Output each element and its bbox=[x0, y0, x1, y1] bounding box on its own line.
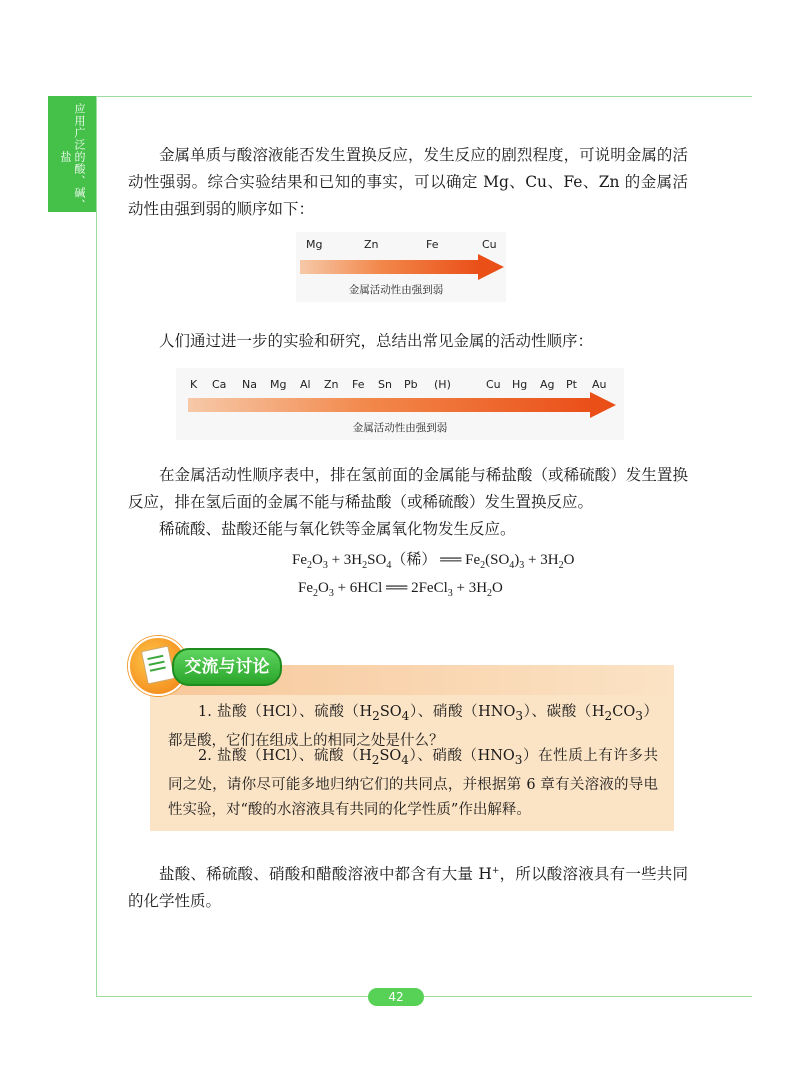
activity-arrow-bar bbox=[188, 398, 594, 412]
equation-hydrochloric: $Fe_2O_3 + 6HCl$ ══ 2FeCl$_3$ + $3H_2O$ bbox=[298, 580, 503, 599]
metal-label: Ag bbox=[540, 377, 555, 391]
notebook-icon bbox=[141, 645, 175, 684]
metal-series-short bbox=[306, 236, 506, 252]
paragraph-series-rule: 在金属活动性顺序表中，排在氢前面的金属能与稀盐酸（或稀硫酸）发生置换反应，排在氢后面的金属不能与稀盐酸（或稀硫酸）发生置换反应。 bbox=[128, 466, 688, 511]
top-rule bbox=[96, 96, 752, 97]
metal-label: Hg bbox=[512, 377, 528, 391]
activity-arrow-head bbox=[478, 254, 504, 280]
activity-arrow-bar bbox=[300, 260, 480, 274]
metal-label: Mg bbox=[306, 237, 323, 251]
activity-figure-short bbox=[296, 232, 506, 302]
activity-arrow-caption: 金属活动性由强到弱 bbox=[348, 284, 444, 296]
discussion-question-1: 1. 盐酸（HCl）、硫酸$(H_2SO_4)$、硝酸$(HNO_3)$、碳酸$(H_2CO_3)$都是酸，它们在组成上的相同之处是什么？ bbox=[168, 704, 658, 749]
metal-series-full bbox=[190, 376, 620, 392]
metal-label: Cu bbox=[486, 377, 501, 391]
metal-label: Mg bbox=[270, 377, 287, 391]
metal-label: Fe bbox=[352, 377, 365, 391]
chapter-side-tab bbox=[48, 96, 96, 212]
bottom-rule bbox=[96, 996, 752, 997]
metal-label: Ca bbox=[212, 377, 227, 391]
paragraph-series-intro: 人们通过进一步的实验和研究，总结出常见金属的活动性顺序： bbox=[159, 332, 594, 350]
metal-label: K bbox=[190, 377, 198, 391]
discussion-title: 交流与讨论 bbox=[172, 648, 282, 686]
metal-label: Au bbox=[592, 377, 607, 391]
activity-arrow-caption: 金属活动性由强到弱 bbox=[352, 422, 448, 434]
chapter-side-tab-label: 应用广泛的酸、碱、盐 bbox=[59, 103, 86, 211]
metal-label: Pt bbox=[566, 377, 577, 391]
left-rule bbox=[96, 96, 97, 996]
metal-label: Fe bbox=[426, 237, 439, 251]
metal-label: (H) bbox=[434, 377, 451, 391]
metal-label: Pb bbox=[404, 377, 418, 391]
metal-label: Zn bbox=[364, 237, 379, 251]
metal-label: Sn bbox=[378, 377, 392, 391]
equation-sulfuric: $Fe_2O_3 + 3H_2SO_4$（稀） ══ $Fe_2(SO_4)_3 + 3H_2O$ bbox=[292, 552, 575, 571]
activity-arrow-head bbox=[590, 392, 616, 418]
metal-label: Cu bbox=[482, 237, 497, 251]
paragraph-intro: 金属单质与酸溶液能否发生置换反应，发生反应的剧烈程度，可说明金属的活动性强弱。综合实验结果和已知的事实，可以确定 Mg、Cu、Fe、Zn 的金属活动性由强到弱的顺序如下： bbox=[128, 146, 688, 218]
paragraph-conclusion: 盐酸、稀硫酸、硝酸和醋酸溶液中都含有大量 H+，所以酸溶液具有一些共同的化学性质。 bbox=[128, 865, 688, 911]
paragraph-oxide-reaction: 稀硫酸、盐酸还能与氧化铁等金属氧化物发生反应。 bbox=[159, 520, 516, 538]
activity-figure-full bbox=[176, 368, 624, 440]
metal-label: Na bbox=[242, 377, 257, 391]
page-number: 42 bbox=[368, 988, 424, 1006]
discussion-question-2: 2. 盐酸（HCl）、硫酸$(H_2SO_4)$、硝酸$(HNO_3)$在性质上有许多共同之处，请你尽可能多地归纳它们的共同点，并根据第 6 章有关溶液的导电性实验，对“酸的水溶液具有共同的化学性质”作出解释。 bbox=[168, 748, 658, 818]
metal-label: Al bbox=[300, 377, 311, 391]
metal-label: Zn bbox=[324, 377, 339, 391]
